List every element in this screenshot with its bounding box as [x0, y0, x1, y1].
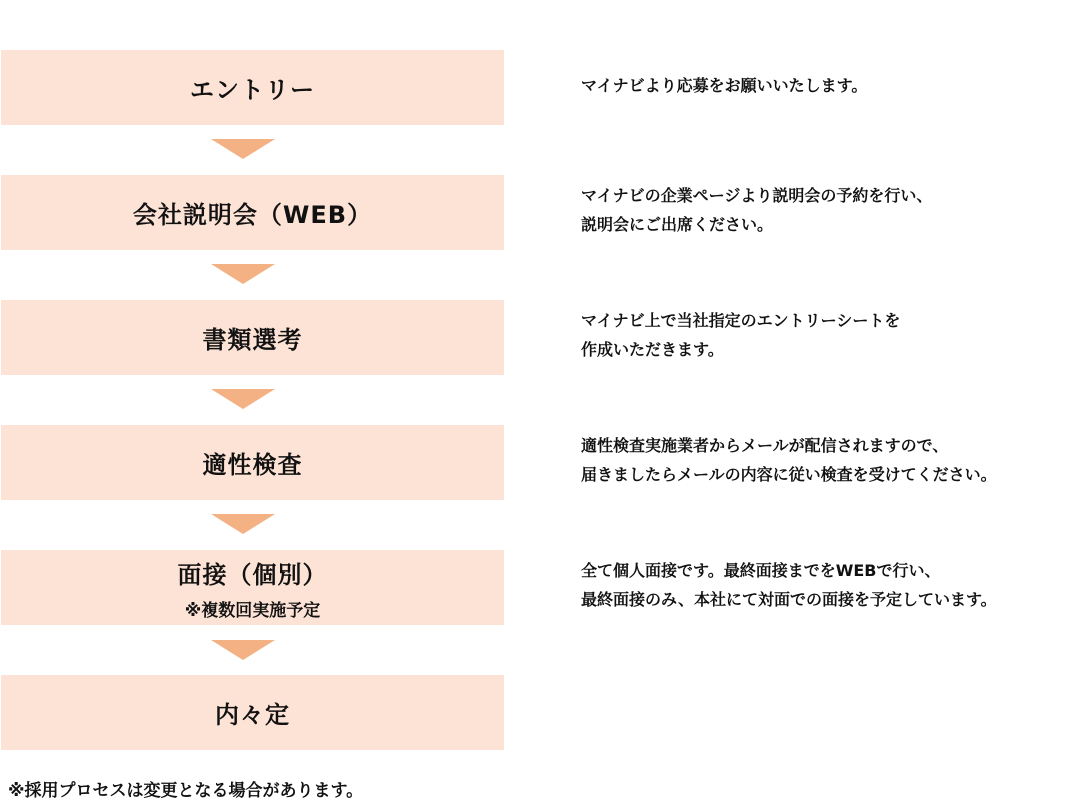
- flow-step-entry: [1, 50, 504, 125]
- description-line: マイナビ上で当社指定のエントリーシートを: [581, 311, 901, 330]
- down-arrow-icon: [211, 139, 275, 159]
- step-title: 適性検査: [202, 451, 303, 479]
- footnote: ※採用プロセスは変更となる場合があります。: [8, 781, 364, 801]
- down-arrow-icon: [211, 640, 275, 660]
- down-arrow-icon: [211, 514, 275, 534]
- description-line: 作成いただきます。: [581, 340, 724, 359]
- step-title: エントリー: [190, 76, 315, 104]
- down-arrow-icon: [211, 264, 275, 284]
- description-line: マイナビの企業ページより説明会の予約を行い、: [581, 186, 933, 205]
- description-line: 届きましたらメールの内容に従い検査を受けてください。: [581, 465, 997, 484]
- step-description-entry: [581, 71, 867, 100]
- step-description-briefing: [581, 181, 932, 239]
- flow-step-aptitude-test: [1, 425, 504, 500]
- description-line: 適性検査実施業者からメールが配信されますので、: [581, 436, 949, 455]
- description-line: 説明会にご出席ください。: [581, 215, 774, 234]
- step-title: 書類選考: [202, 326, 303, 354]
- step-note: ※複数回実施予定: [184, 600, 321, 621]
- step-title: 会社説明会（WEB）: [132, 201, 373, 229]
- description-line: 全て個人面接です。最終面接までをWEBで行い、: [581, 561, 941, 580]
- step-description-aptitude-test: [581, 431, 997, 489]
- down-arrow-icon: [211, 389, 275, 409]
- description-line: マイナビより応募をお願いいたします。: [581, 76, 868, 95]
- step-title: 内々定: [215, 701, 290, 729]
- flow-step-briefing: [1, 175, 504, 250]
- flow-step-document-screening: [1, 300, 504, 375]
- flow-step-interview: [1, 550, 504, 625]
- description-line: 最終面接のみ、本社にて対面での面接を予定しています。: [581, 590, 997, 609]
- flow-step-informal-offer: [1, 675, 504, 750]
- step-description-document-screening: [581, 306, 900, 364]
- step-description-interview: [581, 556, 997, 614]
- step-title: 面接（個別）: [177, 560, 328, 589]
